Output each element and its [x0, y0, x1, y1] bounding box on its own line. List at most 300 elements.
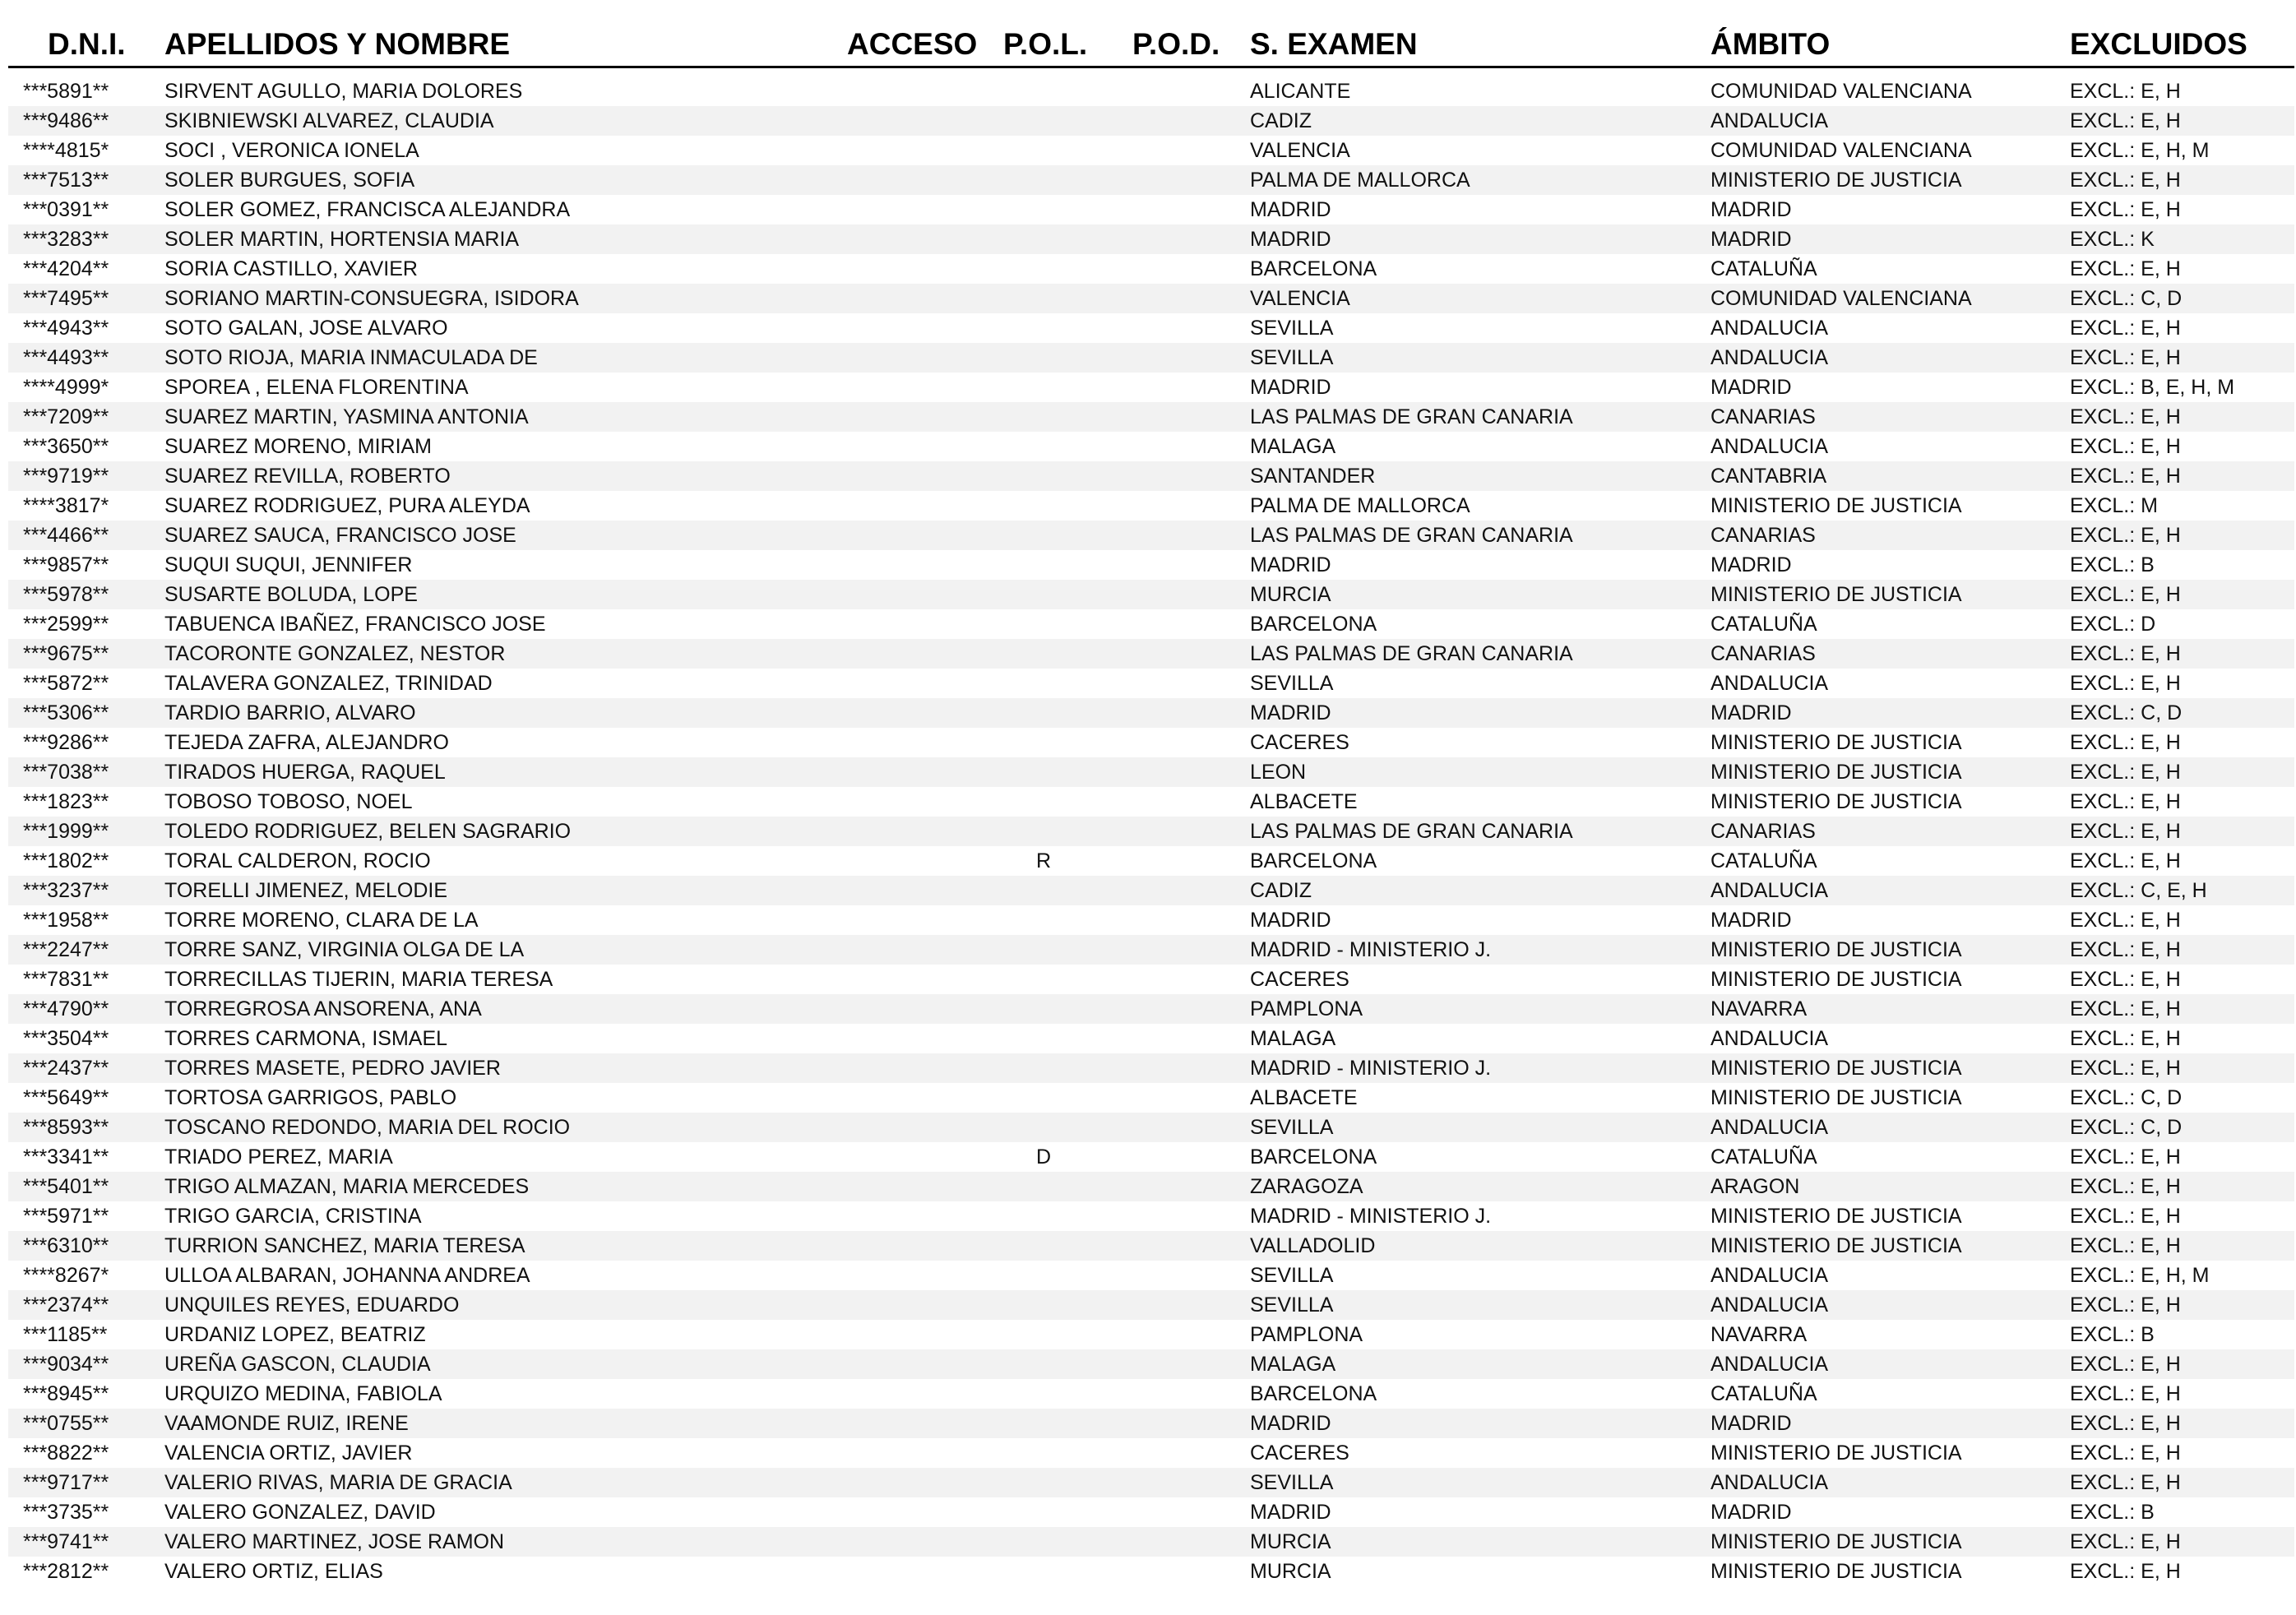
cell-ambito: ANDALUCIA: [1710, 879, 1829, 902]
cell-excluidos: EXCL.: E, H: [2070, 1145, 2181, 1168]
cell-ambito: CATALUÑA: [1710, 613, 1817, 636]
cell-sede: VALLADOLID: [1250, 1234, 1376, 1257]
cell-excluidos: EXCL.: E, H: [2070, 346, 2181, 369]
cell-ambito: ANDALUCIA: [1710, 1264, 1829, 1287]
table-row: [8, 402, 2294, 432]
cell-pod: [1139, 1320, 1188, 1349]
cell-sede: LAS PALMAS DE GRAN CANARIA: [1250, 524, 1573, 547]
cell-nombre: TABUENCA IBAÑEZ, FRANCISCO JOSE: [164, 613, 546, 636]
cell-ambito: MINISTERIO DE JUSTICIA: [1710, 731, 1962, 754]
cell-sede: MALAGA: [1250, 1027, 1336, 1050]
cell-nombre: SOLER MARTIN, HORTENSIA MARIA: [164, 228, 520, 251]
table-row: [8, 609, 2294, 639]
cell-ambito: MADRID: [1710, 1501, 1792, 1524]
cell-nombre: TORRE SANZ, VIRGINIA OLGA DE LA: [164, 938, 525, 961]
cell-excluidos: EXCL.: E, H: [2070, 938, 2181, 961]
cell-dni: ***8945**: [23, 1382, 109, 1405]
cell-dni: ****4815*: [23, 139, 109, 162]
cell-pod: [1139, 1261, 1188, 1290]
cell-pol: [1036, 639, 1086, 669]
cell-nombre: TRIGO ALMAZAN, MARIA MERCEDES: [164, 1175, 530, 1198]
cell-acceso: [851, 195, 974, 224]
cell-excluidos: EXCL.: B: [2070, 1501, 2155, 1524]
cell-pod: [1139, 1290, 1188, 1320]
cell-acceso: [851, 580, 974, 609]
cell-pol: [1036, 609, 1086, 639]
cell-excluidos: EXCL.: E, H: [2070, 169, 2181, 192]
table-row: [8, 136, 2294, 165]
cell-dni: ***3283**: [23, 228, 109, 251]
cell-dni: ***4204**: [23, 257, 109, 280]
cell-sede: LAS PALMAS DE GRAN CANARIA: [1250, 820, 1573, 843]
cell-excluidos: EXCL.: E, H: [2070, 1293, 2181, 1317]
cell-dni: ***2437**: [23, 1057, 109, 1080]
cell-excluidos: EXCL.: E, H, M: [2070, 139, 2210, 162]
cell-ambito: ANDALUCIA: [1710, 1293, 1829, 1317]
cell-pol: [1036, 1290, 1086, 1320]
cell-acceso: [851, 876, 974, 905]
cell-nombre: SUAREZ SAUCA, FRANCISCO JOSE: [164, 524, 516, 547]
cell-pod: [1139, 165, 1188, 195]
cell-acceso: [851, 1261, 974, 1290]
header-sede: S. EXAMEN: [1250, 27, 1418, 61]
cell-dni: ***3237**: [23, 879, 109, 902]
table-row: [8, 165, 2294, 195]
cell-sede: MADRID: [1250, 701, 1331, 724]
cell-ambito: MINISTERIO DE JUSTICIA: [1710, 583, 1962, 606]
cell-sede: BARCELONA: [1250, 257, 1377, 280]
cell-sede: CACERES: [1250, 731, 1349, 754]
cell-nombre: TOBOSO TOBOSO, NOEL: [164, 790, 413, 813]
cell-dni: ***5306**: [23, 701, 109, 724]
table-row: [8, 432, 2294, 461]
cell-acceso: [851, 491, 974, 521]
cell-excluidos: EXCL.: E, H: [2070, 80, 2181, 103]
cell-dni: ***9741**: [23, 1530, 109, 1553]
cell-nombre: SUAREZ RODRIGUEZ, PURA ALEYDA: [164, 494, 530, 517]
cell-nombre: SUSARTE BOLUDA, LOPE: [164, 583, 418, 606]
cell-pol: [1036, 1379, 1086, 1409]
cell-nombre: SOLER GOMEZ, FRANCISCA ALEJANDRA: [164, 198, 571, 221]
cell-pol: [1036, 698, 1086, 728]
cell-excluidos: EXCL.: E, H: [2070, 1560, 2181, 1583]
cell-pod: [1139, 1349, 1188, 1379]
cell-sede: MADRID: [1250, 376, 1331, 399]
cell-nombre: TORRECILLAS TIJERIN, MARIA TERESA: [164, 968, 553, 991]
table-row: [8, 1409, 2294, 1438]
cell-pod: [1139, 343, 1188, 373]
cell-acceso: [851, 106, 974, 136]
cell-dni: ***7513**: [23, 169, 109, 192]
cell-sede: ALICANTE: [1250, 80, 1351, 103]
cell-acceso: [851, 1113, 974, 1142]
cell-nombre: SUAREZ MORENO, MIRIAM: [164, 435, 433, 458]
cell-pol: [1036, 373, 1086, 402]
cell-pod: [1139, 639, 1188, 669]
cell-acceso: [851, 224, 974, 254]
cell-acceso: [851, 817, 974, 846]
cell-pod: [1139, 935, 1188, 965]
cell-acceso: [851, 935, 974, 965]
cell-excluidos: EXCL.: K: [2070, 228, 2155, 251]
cell-pod: [1139, 313, 1188, 343]
cell-acceso: [851, 373, 974, 402]
cell-excluidos: EXCL.: E, H: [2070, 761, 2181, 784]
cell-pod: [1139, 994, 1188, 1024]
cell-pol: [1036, 1053, 1086, 1083]
cell-pol: [1036, 1349, 1086, 1379]
cell-acceso: [851, 728, 974, 757]
cell-nombre: TORRES CARMONA, ISMAEL: [164, 1027, 448, 1050]
cell-nombre: SOTO GALAN, JOSE ALVARO: [164, 317, 448, 340]
cell-dni: ***5971**: [23, 1205, 109, 1228]
cell-pol: [1036, 343, 1086, 373]
cell-pod: [1139, 817, 1188, 846]
cell-pol: [1036, 1083, 1086, 1113]
header-pol: P.O.L.: [1003, 27, 1088, 61]
cell-sede: LAS PALMAS DE GRAN CANARIA: [1250, 642, 1573, 665]
cell-acceso: [851, 313, 974, 343]
cell-nombre: SIRVENT AGULLO, MARIA DOLORES: [164, 80, 523, 103]
cell-ambito: ANDALUCIA: [1710, 1027, 1829, 1050]
cell-pol: [1036, 1557, 1086, 1586]
cell-nombre: VALERO ORTIZ, ELIAS: [164, 1560, 383, 1583]
cell-pol: [1036, 1261, 1086, 1290]
cell-ambito: COMUNIDAD VALENCIANA: [1710, 139, 1972, 162]
table-row: [8, 698, 2294, 728]
cell-dni: ****3817*: [23, 494, 109, 517]
cell-acceso: [851, 521, 974, 550]
cell-pol: [1036, 195, 1086, 224]
cell-sede: MURCIA: [1250, 1530, 1331, 1553]
cell-pol: [1036, 876, 1086, 905]
cell-pol: R: [1036, 849, 1052, 872]
cell-sede: ALBACETE: [1250, 1086, 1358, 1109]
cell-ambito: MADRID: [1710, 228, 1792, 251]
table-row: [8, 757, 2294, 787]
cell-pod: [1139, 284, 1188, 313]
cell-acceso: [851, 254, 974, 284]
cell-pol: [1036, 521, 1086, 550]
cell-pol: [1036, 461, 1086, 491]
cell-dni: ***4790**: [23, 997, 109, 1020]
cell-pol: [1036, 787, 1086, 817]
cell-ambito: MADRID: [1710, 553, 1792, 576]
cell-ambito: MINISTERIO DE JUSTICIA: [1710, 1560, 1962, 1583]
cell-dni: ***8822**: [23, 1441, 109, 1465]
cell-nombre: UNQUILES REYES, EDUARDO: [164, 1293, 460, 1317]
cell-excluidos: EXCL.: E, H: [2070, 997, 2181, 1020]
cell-sede: CADIZ: [1250, 879, 1312, 902]
cell-ambito: ANDALUCIA: [1710, 1471, 1829, 1494]
table-row: [8, 817, 2294, 846]
cell-excluidos: EXCL.: E, H: [2070, 1234, 2181, 1257]
cell-acceso: [851, 1557, 974, 1586]
cell-acceso: [851, 698, 974, 728]
cell-excluidos: EXCL.: E, H: [2070, 198, 2181, 221]
cell-sede: PAMPLONA: [1250, 997, 1363, 1020]
cell-acceso: [851, 165, 974, 195]
cell-pod: [1139, 491, 1188, 521]
cell-dni: ***7831**: [23, 968, 109, 991]
cell-pol: [1036, 1320, 1086, 1349]
cell-ambito: ANDALUCIA: [1710, 1116, 1829, 1139]
table-row: [8, 787, 2294, 817]
cell-nombre: TACORONTE GONZALEZ, NESTOR: [164, 642, 506, 665]
cell-ambito: ARAGON: [1710, 1175, 1800, 1198]
cell-pod: [1139, 1557, 1188, 1586]
cell-sede: VALENCIA: [1250, 139, 1350, 162]
cell-nombre: TORRES MASETE, PEDRO JAVIER: [164, 1057, 501, 1080]
cell-ambito: ANDALUCIA: [1710, 435, 1829, 458]
cell-sede: BARCELONA: [1250, 1145, 1377, 1168]
cell-excluidos: EXCL.: E, H: [2070, 109, 2181, 132]
cell-nombre: VALENCIA ORTIZ, JAVIER: [164, 1441, 413, 1465]
cell-acceso: [851, 994, 974, 1024]
cell-pod: [1139, 1083, 1188, 1113]
cell-sede: SEVILLA: [1250, 1293, 1334, 1317]
table-row: [8, 994, 2294, 1024]
cell-pod: [1139, 254, 1188, 284]
table-row: [8, 1201, 2294, 1231]
cell-ambito: NAVARRA: [1710, 1323, 1808, 1346]
table-row: [8, 876, 2294, 905]
cell-ambito: CATALUÑA: [1710, 849, 1817, 872]
table-row: [8, 550, 2294, 580]
cell-pol: [1036, 965, 1086, 994]
cell-dni: ***0391**: [23, 198, 109, 221]
cell-nombre: TRIADO PEREZ, MARIA: [164, 1145, 393, 1168]
cell-dni: ***5649**: [23, 1086, 109, 1109]
cell-dni: ***3504**: [23, 1027, 109, 1050]
cell-nombre: SOCI , VERONICA IONELA: [164, 139, 419, 162]
cell-sede: VALENCIA: [1250, 287, 1350, 310]
table-row: [8, 905, 2294, 935]
cell-acceso: [851, 1172, 974, 1201]
cell-excluidos: EXCL.: E, H: [2070, 731, 2181, 754]
cell-acceso: [851, 1142, 974, 1172]
cell-sede: MURCIA: [1250, 583, 1331, 606]
cell-dni: ***9034**: [23, 1353, 109, 1376]
cell-pol: [1036, 550, 1086, 580]
cell-acceso: [851, 1497, 974, 1527]
table-row: [8, 1527, 2294, 1557]
cell-pod: [1139, 106, 1188, 136]
table-row: [8, 1320, 2294, 1349]
cell-pol: [1036, 1201, 1086, 1231]
cell-ambito: CANARIAS: [1710, 405, 1816, 428]
table-row: [8, 1557, 2294, 1586]
cell-pod: [1139, 1497, 1188, 1527]
cell-ambito: CATALUÑA: [1710, 1382, 1817, 1405]
cell-nombre: SUAREZ MARTIN, YASMINA ANTONIA: [164, 405, 529, 428]
cell-excluidos: EXCL.: E, H: [2070, 465, 2181, 488]
cell-pol: [1036, 284, 1086, 313]
cell-sede: BARCELONA: [1250, 1382, 1377, 1405]
cell-nombre: VALERO MARTINEZ, JOSE RAMON: [164, 1530, 505, 1553]
cell-acceso: [851, 639, 974, 669]
cell-nombre: UREÑA GASCON, CLAUDIA: [164, 1353, 431, 1376]
cell-pol: [1036, 757, 1086, 787]
header-excluidos: EXCLUIDOS: [2070, 27, 2247, 61]
cell-acceso: [851, 1024, 974, 1053]
cell-pod: [1139, 1142, 1188, 1172]
cell-ambito: ANDALUCIA: [1710, 317, 1829, 340]
cell-acceso: [851, 787, 974, 817]
cell-ambito: CATALUÑA: [1710, 257, 1817, 280]
cell-excluidos: EXCL.: E, H: [2070, 1530, 2181, 1553]
cell-nombre: TORRE MORENO, CLARA DE LA: [164, 909, 479, 932]
table-row: [8, 1379, 2294, 1409]
cell-pol: [1036, 1527, 1086, 1557]
cell-ambito: MINISTERIO DE JUSTICIA: [1710, 968, 1962, 991]
table-row: [8, 254, 2294, 284]
cell-excluidos: EXCL.: E, H: [2070, 1471, 2181, 1494]
cell-ambito: CANARIAS: [1710, 642, 1816, 665]
cell-dni: ***1802**: [23, 849, 109, 872]
cell-acceso: [851, 1379, 974, 1409]
cell-acceso: [851, 1231, 974, 1261]
cell-ambito: MINISTERIO DE JUSTICIA: [1710, 1234, 1962, 1257]
cell-pod: [1139, 521, 1188, 550]
cell-excluidos: EXCL.: E, H: [2070, 1412, 2181, 1435]
cell-dni: ***5401**: [23, 1175, 109, 1198]
cell-excluidos: EXCL.: B, E, H, M: [2070, 376, 2235, 399]
cell-dni: ***4943**: [23, 317, 109, 340]
cell-excluidos: EXCL.: E, H: [2070, 968, 2181, 991]
cell-pol: [1036, 491, 1086, 521]
cell-sede: BARCELONA: [1250, 849, 1377, 872]
table-row: [8, 313, 2294, 343]
cell-pod: [1139, 609, 1188, 639]
cell-dni: ***9717**: [23, 1471, 109, 1494]
cell-pod: [1139, 965, 1188, 994]
cell-pol: [1036, 1024, 1086, 1053]
cell-sede: SEVILLA: [1250, 672, 1334, 695]
table-row: [8, 1261, 2294, 1290]
cell-pod: [1139, 1053, 1188, 1083]
cell-excluidos: EXCL.: E, H: [2070, 257, 2181, 280]
cell-ambito: NAVARRA: [1710, 997, 1808, 1020]
cell-ambito: ANDALUCIA: [1710, 672, 1829, 695]
cell-dni: ***5872**: [23, 672, 109, 695]
cell-pod: [1139, 1468, 1188, 1497]
cell-dni: ***1999**: [23, 820, 109, 843]
cell-excluidos: EXCL.: E, H: [2070, 849, 2181, 872]
cell-pol: [1036, 1468, 1086, 1497]
cell-nombre: TRIGO GARCIA, CRISTINA: [164, 1205, 422, 1228]
table-row: [8, 1024, 2294, 1053]
cell-excluidos: EXCL.: E, H: [2070, 405, 2181, 428]
cell-acceso: [851, 1320, 974, 1349]
cell-excluidos: EXCL.: E, H: [2070, 524, 2181, 547]
cell-pod: [1139, 905, 1188, 935]
cell-pol: [1036, 905, 1086, 935]
cell-pod: [1139, 1231, 1188, 1261]
cell-excluidos: EXCL.: E, H: [2070, 672, 2181, 695]
cell-excluidos: EXCL.: B: [2070, 553, 2155, 576]
cell-nombre: TARDIO BARRIO, ALVARO: [164, 701, 416, 724]
cell-pol: [1036, 432, 1086, 461]
table-row: [8, 1142, 2294, 1172]
cell-nombre: TURRION SANCHEZ, MARIA TERESA: [164, 1234, 525, 1257]
cell-nombre: TEJEDA ZAFRA, ALEJANDRO: [164, 731, 449, 754]
cell-acceso: [851, 1409, 974, 1438]
cell-pod: [1139, 669, 1188, 698]
cell-pod: [1139, 136, 1188, 165]
cell-ambito: CATALUÑA: [1710, 1145, 1817, 1168]
table-row: [8, 461, 2294, 491]
cell-nombre: SOTO RIOJA, MARIA INMACULADA DE: [164, 346, 538, 369]
table-row: [8, 1231, 2294, 1261]
table-row: [8, 1053, 2294, 1083]
table-row: [8, 669, 2294, 698]
table-row: [8, 1349, 2294, 1379]
cell-dni: ***6310**: [23, 1234, 109, 1257]
cell-dni: ***1958**: [23, 909, 109, 932]
cell-dni: ***8593**: [23, 1116, 109, 1139]
cell-excluidos: EXCL.: E, H, M: [2070, 1264, 2210, 1287]
cell-pod: [1139, 757, 1188, 787]
cell-sede: SEVILLA: [1250, 1471, 1334, 1494]
cell-sede: LAS PALMAS DE GRAN CANARIA: [1250, 405, 1573, 428]
cell-ambito: MINISTERIO DE JUSTICIA: [1710, 938, 1962, 961]
table-row: [8, 373, 2294, 402]
cell-acceso: [851, 1349, 974, 1379]
cell-sede: SEVILLA: [1250, 317, 1334, 340]
cell-acceso: [851, 343, 974, 373]
cell-pod: [1139, 1113, 1188, 1142]
table-row: [8, 846, 2294, 876]
cell-dni: ***1823**: [23, 790, 109, 813]
cell-acceso: [851, 432, 974, 461]
cell-dni: ***5891**: [23, 80, 109, 103]
cell-sede: PAMPLONA: [1250, 1323, 1363, 1346]
cell-nombre: VAAMONDE RUIZ, IRENE: [164, 1412, 409, 1435]
table-row: [8, 284, 2294, 313]
cell-sede: SEVILLA: [1250, 346, 1334, 369]
cell-nombre: TORELLI JIMENEZ, MELODIE: [164, 879, 448, 902]
cell-pol: [1036, 1497, 1086, 1527]
cell-dni: ***9675**: [23, 642, 109, 665]
cell-pol: [1036, 1172, 1086, 1201]
cell-pod: [1139, 1379, 1188, 1409]
cell-ambito: ANDALUCIA: [1710, 1353, 1829, 1376]
cell-pod: [1139, 728, 1188, 757]
cell-ambito: MINISTERIO DE JUSTICIA: [1710, 1086, 1962, 1109]
cell-ambito: MINISTERIO DE JUSTICIA: [1710, 790, 1962, 813]
cell-dni: ***3650**: [23, 435, 109, 458]
cell-dni: ***0755**: [23, 1412, 109, 1435]
table-row: [8, 1172, 2294, 1201]
cell-pod: [1139, 1172, 1188, 1201]
cell-excluidos: EXCL.: E, H: [2070, 1441, 2181, 1465]
cell-sede: ALBACETE: [1250, 790, 1358, 813]
cell-excluidos: EXCL.: C, E, H: [2070, 879, 2207, 902]
cell-acceso: [851, 76, 974, 106]
table-row: [8, 580, 2294, 609]
cell-nombre: TORTOSA GARRIGOS, PABLO: [164, 1086, 457, 1109]
cell-nombre: SORIANO MARTIN-CONSUEGRA, ISIDORA: [164, 287, 579, 310]
cell-sede: MADRID: [1250, 1412, 1331, 1435]
cell-pod: [1139, 1409, 1188, 1438]
cell-acceso: [851, 136, 974, 165]
cell-pol: [1036, 669, 1086, 698]
cell-pol: [1036, 1113, 1086, 1142]
cell-pol: [1036, 165, 1086, 195]
cell-pod: [1139, 550, 1188, 580]
header-nombre: APELLIDOS Y NOMBRE: [164, 27, 511, 61]
